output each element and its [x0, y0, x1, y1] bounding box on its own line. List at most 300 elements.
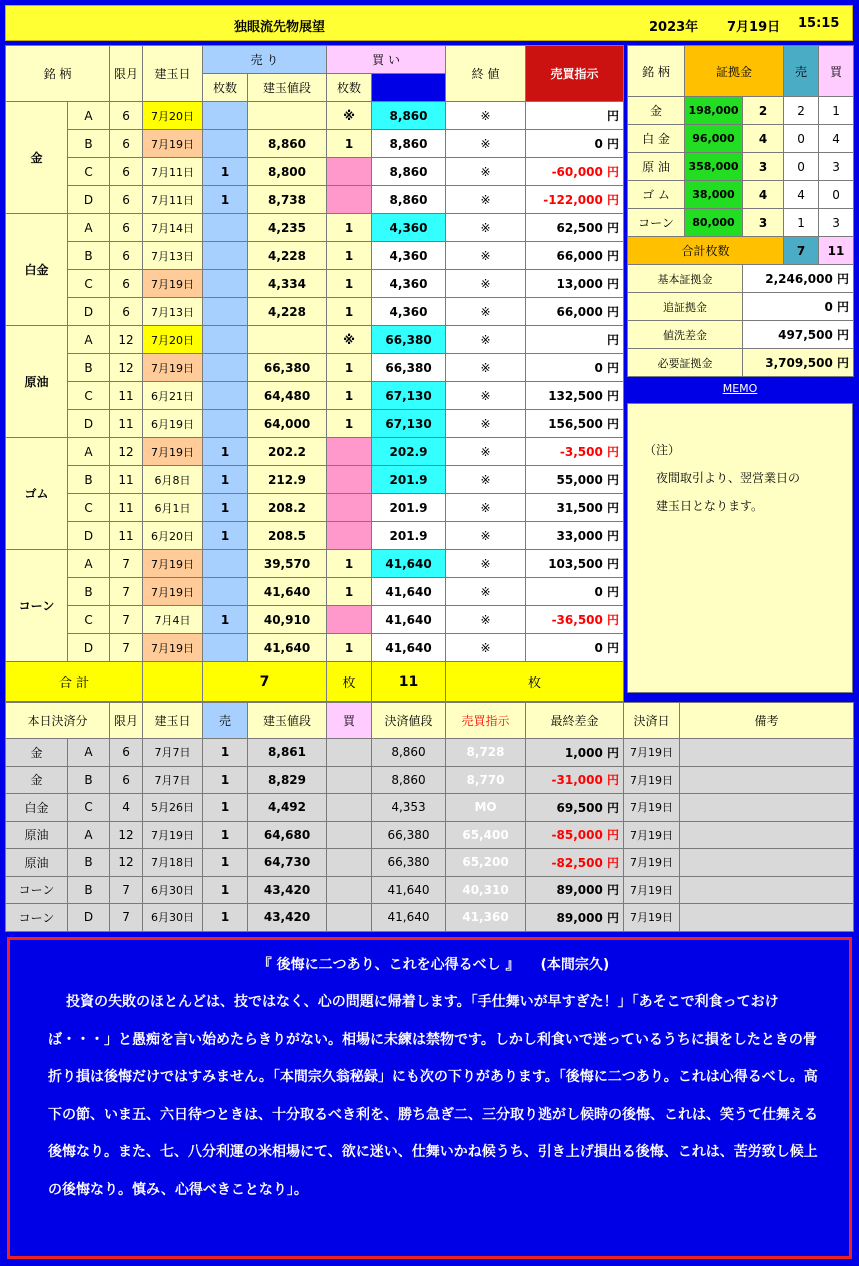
margin-buy: 0: [819, 181, 854, 209]
position-date: 7月13日: [143, 242, 203, 270]
position-id: A: [68, 326, 110, 354]
position-price: 64,000: [248, 410, 327, 438]
valuation-diff: 0 円: [526, 634, 624, 662]
page-title: 独眼流先物展望: [234, 20, 326, 35]
margin-col-uri: 売: [784, 46, 819, 97]
valuation-diff: -122,000 円: [526, 186, 624, 214]
col-buy-maisu: 枚数: [327, 74, 372, 102]
trade-instruction: ※: [446, 102, 526, 130]
position-id: B: [68, 466, 110, 494]
close-price: 67,130: [372, 382, 446, 410]
close-price: 66,380: [372, 354, 446, 382]
settle-note: [680, 794, 854, 822]
settle-date: 6月30日: [143, 876, 203, 904]
position-month: 6: [110, 158, 143, 186]
position-month: 6: [110, 270, 143, 298]
total-sell-unit: 枚: [327, 662, 372, 702]
settle-col-final: 最終差金: [526, 703, 624, 739]
margin-name: ゴ ム: [628, 181, 685, 209]
settlement-row: [6, 904, 854, 932]
trade-instruction: ※: [446, 130, 526, 158]
position-id: C: [68, 270, 110, 298]
settle-final: -31,000 円: [526, 766, 624, 794]
table-row: [6, 438, 624, 466]
position-id: A: [68, 214, 110, 242]
commodity-name: 金: [6, 102, 68, 214]
table-row: [6, 130, 624, 158]
close-price: 4,360: [372, 214, 446, 242]
position-date: 7月11日: [143, 158, 203, 186]
summary-value: 2,246,000 円: [743, 265, 854, 293]
position-date: 6月20日: [143, 522, 203, 550]
position-month: 11: [110, 494, 143, 522]
settle-col-label: 本日決済分: [6, 703, 110, 739]
position-month: 11: [110, 382, 143, 410]
position-date: 7月20日: [143, 326, 203, 354]
table-row: [6, 354, 624, 382]
total-row: [6, 662, 624, 702]
settle-note: [680, 849, 854, 877]
position-id: C: [68, 494, 110, 522]
position-price: 4,334: [248, 270, 327, 298]
settle-value: 4,353: [372, 794, 446, 822]
settle-month: 6: [110, 739, 143, 767]
sell-qty: 1: [203, 438, 248, 466]
total-buy-unit: 枚: [446, 662, 624, 702]
margin-sell: 1: [784, 209, 819, 237]
position-id: D: [68, 410, 110, 438]
settlement-row: [6, 766, 854, 794]
trade-instruction: ※: [446, 550, 526, 578]
settle-final: 89,000 円: [526, 876, 624, 904]
settle-id: B: [68, 849, 110, 877]
summary-value: 0 円: [743, 293, 854, 321]
buy-qty: 1: [327, 382, 372, 410]
position-price: [248, 326, 327, 354]
table-row: [6, 158, 624, 186]
margin-col-kai: 買: [819, 46, 854, 97]
margin-buy: 1: [819, 97, 854, 125]
margin-total-label: 合計枚数: [628, 237, 784, 265]
settle-month: 7: [110, 904, 143, 932]
settle-sell: 1: [203, 849, 248, 877]
trade-instruction: ※: [446, 326, 526, 354]
trade-instruction: ※: [446, 298, 526, 326]
position-id: B: [68, 354, 110, 382]
position-price: 64,480: [248, 382, 327, 410]
buy-qty: 1: [327, 270, 372, 298]
margin-row: [628, 97, 854, 125]
sell-qty: 1: [203, 606, 248, 634]
settle-sell: 1: [203, 821, 248, 849]
table-row: [6, 214, 624, 242]
sell-qty: [203, 354, 248, 382]
settle-name: 金: [6, 739, 68, 767]
margin-units: 3: [743, 153, 784, 181]
sell-qty: 1: [203, 466, 248, 494]
positions-table: [5, 45, 624, 702]
position-month: 7: [110, 606, 143, 634]
margin-amount: 38,000: [685, 181, 743, 209]
total-buy: 11: [372, 662, 446, 702]
valuation-diff: 62,500 円: [526, 214, 624, 242]
settle-value: 8,860: [372, 739, 446, 767]
margin-buy: 3: [819, 209, 854, 237]
buy-qty: 1: [327, 214, 372, 242]
settle-day: 7月19日: [624, 821, 680, 849]
col-meigara: 銘 柄: [6, 46, 110, 102]
settle-id: B: [68, 766, 110, 794]
position-price: 39,570: [248, 550, 327, 578]
sell-qty: [203, 242, 248, 270]
close-price: 8,860: [372, 102, 446, 130]
settle-instruction: MO: [446, 794, 526, 822]
margin-sell: 0: [784, 153, 819, 181]
settle-col-price: 建玉値段: [248, 703, 327, 739]
memo-link[interactable]: MEMO: [722, 382, 758, 395]
settle-month: 7: [110, 876, 143, 904]
margin-summary-row: [628, 265, 854, 293]
settle-buy: [327, 794, 372, 822]
summary-label: 基本証拠金: [628, 265, 743, 293]
position-price: 208.2: [248, 494, 327, 522]
col-sell-maisu: 枚数: [203, 74, 248, 102]
margin-units: 4: [743, 181, 784, 209]
summary-value: 497,500 円: [743, 321, 854, 349]
settle-name: 原油: [6, 849, 68, 877]
buy-qty: [327, 522, 372, 550]
col-price: 建玉値段: [248, 74, 327, 102]
position-price: 8,800: [248, 158, 327, 186]
settle-note: [680, 766, 854, 794]
settle-buy: [327, 739, 372, 767]
quote-box: [7, 937, 852, 1259]
settle-col-note: 備考: [680, 703, 854, 739]
position-date: 7月19日: [143, 634, 203, 662]
buy-qty: 1: [327, 634, 372, 662]
position-date: 6月1日: [143, 494, 203, 522]
position-month: 12: [110, 354, 143, 382]
summary-value: 3,709,500 円: [743, 349, 854, 377]
table-row: [6, 410, 624, 438]
position-price: 4,228: [248, 298, 327, 326]
position-month: 11: [110, 410, 143, 438]
commodity-name: 白金: [6, 214, 68, 326]
settle-instruction: 65,400: [446, 821, 526, 849]
settle-price: 64,680: [248, 821, 327, 849]
total-spacer: [143, 662, 203, 702]
valuation-diff: 31,500 円: [526, 494, 624, 522]
col-gengetsu: 限月: [110, 46, 143, 102]
table-row: [6, 326, 624, 354]
settle-buy: [327, 904, 372, 932]
margin-units: 4: [743, 125, 784, 153]
settle-final: 89,000 円: [526, 904, 624, 932]
col-tategyokubi: 建玉日: [143, 46, 203, 102]
buy-qty: [327, 606, 372, 634]
settle-id: A: [68, 739, 110, 767]
margin-total-row: [628, 237, 854, 265]
position-month: 12: [110, 326, 143, 354]
settle-date: 7月7日: [143, 739, 203, 767]
memo-line: （注）: [644, 443, 681, 457]
buy-qty: [327, 494, 372, 522]
trade-instruction: ※: [446, 634, 526, 662]
position-id: A: [68, 102, 110, 130]
settle-sell: 1: [203, 904, 248, 932]
settle-id: C: [68, 794, 110, 822]
table-row: [6, 382, 624, 410]
valuation-diff: 55,000 円: [526, 466, 624, 494]
margin-sell: 2: [784, 97, 819, 125]
settle-id: B: [68, 876, 110, 904]
settle-day: 7月19日: [624, 766, 680, 794]
close-price: 66,380: [372, 326, 446, 354]
margin-buy: 3: [819, 153, 854, 181]
valuation-diff: 13,000 円: [526, 270, 624, 298]
settle-month: 4: [110, 794, 143, 822]
trade-instruction: ※: [446, 606, 526, 634]
settle-value: 41,640: [372, 876, 446, 904]
table-row: [6, 242, 624, 270]
position-id: D: [68, 522, 110, 550]
valuation-diff: -3,500 円: [526, 438, 624, 466]
margin-sell: 0: [784, 125, 819, 153]
position-id: B: [68, 130, 110, 158]
table-row: [6, 522, 624, 550]
position-month: 11: [110, 522, 143, 550]
sell-qty: [203, 214, 248, 242]
settle-value: 66,380: [372, 849, 446, 877]
close-price: 8,860: [372, 158, 446, 186]
margin-buy: 4: [819, 125, 854, 153]
position-month: 7: [110, 550, 143, 578]
quote-title: 『 後悔に二つあり、これを心得るべし 』 (本間宗久): [257, 957, 610, 973]
sell-qty: [203, 634, 248, 662]
position-month: 6: [110, 214, 143, 242]
settle-sell: 1: [203, 794, 248, 822]
settle-name: 原油: [6, 821, 68, 849]
header-date: 7月19日: [727, 20, 781, 35]
position-id: C: [68, 606, 110, 634]
position-price: 66,380: [248, 354, 327, 382]
settlement-row: [6, 739, 854, 767]
trade-instruction: ※: [446, 242, 526, 270]
trade-instruction: ※: [446, 494, 526, 522]
margin-amount: 96,000: [685, 125, 743, 153]
settle-buy: [327, 766, 372, 794]
table-row: [6, 550, 624, 578]
settle-price: 43,420: [248, 876, 327, 904]
table-row: [6, 102, 624, 130]
margin-summary-row: [628, 349, 854, 377]
valuation-diff: 66,000 円: [526, 298, 624, 326]
settle-day: 7月19日: [624, 876, 680, 904]
trade-instruction: ※: [446, 382, 526, 410]
sell-qty: [203, 382, 248, 410]
summary-label: 追証拠金: [628, 293, 743, 321]
buy-qty: ※: [327, 102, 372, 130]
buy-qty: [327, 466, 372, 494]
position-id: B: [68, 578, 110, 606]
position-date: 7月19日: [143, 578, 203, 606]
position-date: 7月19日: [143, 550, 203, 578]
position-id: B: [68, 242, 110, 270]
summary-label: 必要証拠金: [628, 349, 743, 377]
margin-summary-row: [628, 321, 854, 349]
settle-note: [680, 821, 854, 849]
margin-name: 原 油: [628, 153, 685, 181]
position-date: 7月4日: [143, 606, 203, 634]
trade-instruction: ※: [446, 214, 526, 242]
settle-col-instr: 売買指示: [446, 703, 526, 739]
settle-day: 7月19日: [624, 849, 680, 877]
position-id: A: [68, 438, 110, 466]
sell-qty: [203, 298, 248, 326]
settle-value: 66,380: [372, 821, 446, 849]
position-month: 6: [110, 186, 143, 214]
sell-qty: [203, 130, 248, 158]
total-sell: 7: [203, 662, 327, 702]
settlement-row: [6, 821, 854, 849]
close-price: 41,640: [372, 550, 446, 578]
position-price: 212.9: [248, 466, 327, 494]
settle-col-uri: 売: [203, 703, 248, 739]
margin-row: [628, 181, 854, 209]
settle-value: 8,860: [372, 766, 446, 794]
valuation-diff: 103,500 円: [526, 550, 624, 578]
trade-instruction: ※: [446, 270, 526, 298]
settle-col-kai: 買: [327, 703, 372, 739]
trade-instruction: ※: [446, 158, 526, 186]
valuation-diff: 66,000 円: [526, 242, 624, 270]
sell-qty: [203, 578, 248, 606]
valuation-diff: 0 円: [526, 578, 624, 606]
buy-qty: 1: [327, 550, 372, 578]
settle-month: 6: [110, 766, 143, 794]
table-row: [6, 634, 624, 662]
position-month: 12: [110, 438, 143, 466]
margin-summary-row: [628, 293, 854, 321]
position-month: 6: [110, 242, 143, 270]
position-id: C: [68, 158, 110, 186]
settle-sell: 1: [203, 739, 248, 767]
position-price: 208.5: [248, 522, 327, 550]
close-price: 67,130: [372, 410, 446, 438]
settle-instruction: 8,770: [446, 766, 526, 794]
sell-qty: 1: [203, 186, 248, 214]
table-row: [6, 298, 624, 326]
position-month: 11: [110, 466, 143, 494]
position-price: 4,228: [248, 242, 327, 270]
settle-day: 7月19日: [624, 739, 680, 767]
table-row: [6, 466, 624, 494]
margin-name: コーン: [628, 209, 685, 237]
margin-name: 金: [628, 97, 685, 125]
position-price: 41,640: [248, 634, 327, 662]
settle-date: 5月26日: [143, 794, 203, 822]
valuation-diff: -60,000 円: [526, 158, 624, 186]
commodity-name: ゴム: [6, 438, 68, 550]
margin-total-sell: 7: [784, 237, 819, 265]
valuation-diff: 円: [526, 326, 624, 354]
table-row: [6, 270, 624, 298]
close-price: 8,860: [372, 186, 446, 214]
settle-month: 12: [110, 849, 143, 877]
position-price: 8,738: [248, 186, 327, 214]
buy-qty: 1: [327, 578, 372, 606]
settle-instruction: 40,310: [446, 876, 526, 904]
position-date: 7月20日: [143, 102, 203, 130]
buy-qty: [327, 438, 372, 466]
trade-instruction: ※: [446, 186, 526, 214]
close-price: 201.9: [372, 466, 446, 494]
settle-final: -82,500 円: [526, 849, 624, 877]
settle-month: 12: [110, 821, 143, 849]
position-date: 7月14日: [143, 214, 203, 242]
margin-row: [628, 125, 854, 153]
table-row: [6, 606, 624, 634]
close-price: 201.9: [372, 494, 446, 522]
position-month: 6: [110, 102, 143, 130]
sell-qty: [203, 102, 248, 130]
margin-total-buy: 11: [819, 237, 854, 265]
position-price: [248, 102, 327, 130]
settle-id: A: [68, 821, 110, 849]
margin-units: 2: [743, 97, 784, 125]
settle-col-settle-price: 決済値段: [372, 703, 446, 739]
position-month: 7: [110, 634, 143, 662]
close-price: 41,640: [372, 634, 446, 662]
settle-day: 7月19日: [624, 794, 680, 822]
settle-value: 41,640: [372, 904, 446, 932]
settle-price: 43,420: [248, 904, 327, 932]
settle-buy: [327, 849, 372, 877]
commodity-name: 原油: [6, 326, 68, 438]
memo-line: 夜間取引より、翌営業日の: [644, 471, 801, 485]
sell-qty: 1: [203, 158, 248, 186]
position-price: 8,860: [248, 130, 327, 158]
position-id: D: [68, 298, 110, 326]
close-price: 8,860: [372, 130, 446, 158]
sell-qty: [203, 550, 248, 578]
settle-id: D: [68, 904, 110, 932]
position-price: 40,910: [248, 606, 327, 634]
margin-row: [628, 209, 854, 237]
settle-price: 8,829: [248, 766, 327, 794]
settle-instruction: 8,728: [446, 739, 526, 767]
position-id: A: [68, 550, 110, 578]
settle-buy: [327, 821, 372, 849]
trade-instruction: ※: [446, 578, 526, 606]
sell-qty: 1: [203, 494, 248, 522]
close-price: 201.9: [372, 522, 446, 550]
settle-buy: [327, 876, 372, 904]
position-id: D: [68, 186, 110, 214]
margin-amount: 358,000: [685, 153, 743, 181]
trade-instruction: ※: [446, 354, 526, 382]
settle-instruction: 65,200: [446, 849, 526, 877]
settle-instruction: 41,360: [446, 904, 526, 932]
position-price: 41,640: [248, 578, 327, 606]
settle-col-tategyokubi: 建玉日: [143, 703, 203, 739]
valuation-diff: 0 円: [526, 130, 624, 158]
title-bar: [5, 5, 853, 41]
margin-table: [627, 45, 854, 377]
position-date: 7月19日: [143, 354, 203, 382]
margin-name: 白 金: [628, 125, 685, 153]
settle-date: 7月18日: [143, 849, 203, 877]
